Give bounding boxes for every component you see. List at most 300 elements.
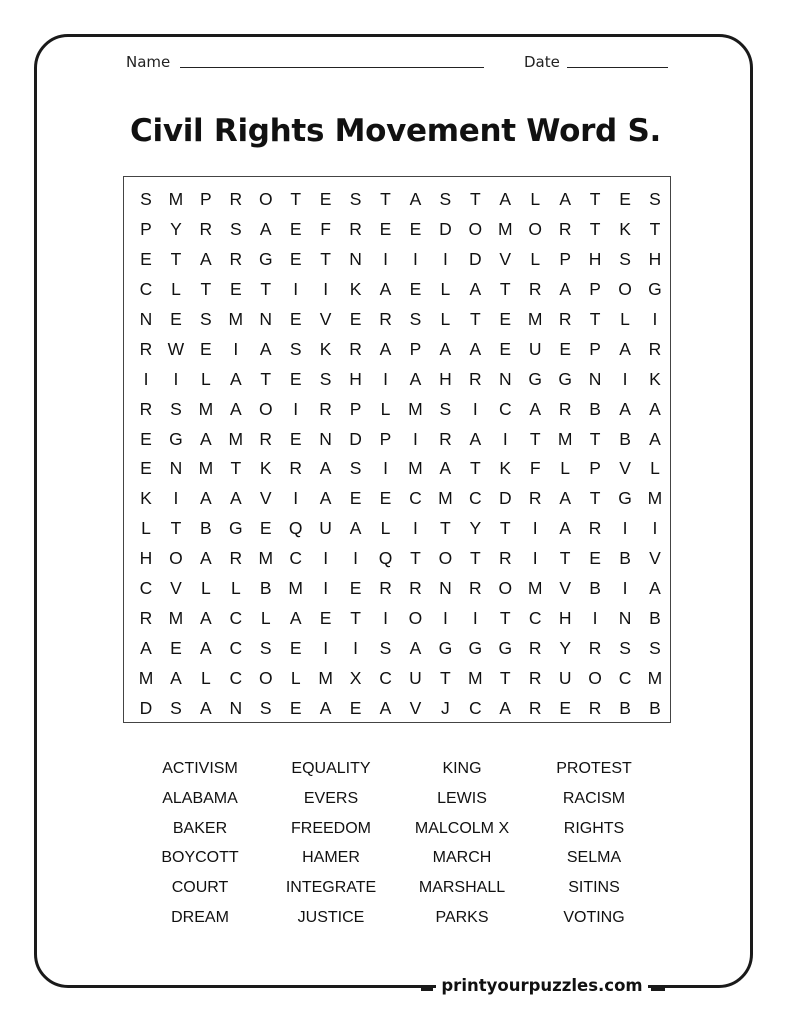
grid-letter[interactable]: P	[589, 278, 601, 299]
grid-letter[interactable]: I	[353, 548, 359, 569]
grid-letter[interactable]: L	[201, 668, 211, 689]
grid-letter[interactable]: R	[528, 488, 542, 509]
grid-letter[interactable]: O	[408, 608, 423, 629]
grid-letter[interactable]: E	[289, 308, 302, 329]
grid-letter[interactable]: I	[293, 488, 299, 509]
grid-letter[interactable]: E	[170, 638, 182, 659]
grid-letter[interactable]: E	[289, 638, 302, 659]
grid-letter[interactable]: I	[442, 608, 448, 629]
grid-letter[interactable]: B	[619, 428, 631, 449]
grid-letter[interactable]: T	[589, 308, 601, 329]
grid-letter[interactable]: I	[383, 608, 388, 629]
grid-letter[interactable]: E	[559, 338, 571, 359]
grid-letter[interactable]: L	[440, 308, 451, 329]
grid-letter[interactable]: L	[380, 518, 391, 539]
grid-letter[interactable]: T	[469, 458, 481, 479]
grid-letter[interactable]: M	[557, 428, 573, 449]
grid-letter[interactable]: I	[532, 548, 538, 569]
grid-letter[interactable]: A	[349, 518, 362, 539]
grid-letter[interactable]: E	[289, 697, 302, 718]
grid-letter[interactable]: N	[498, 368, 512, 389]
grid-letter[interactable]: T	[170, 518, 182, 539]
grid-letter[interactable]: P	[589, 338, 601, 359]
grid-letter[interactable]: A	[229, 488, 242, 509]
grid-letter[interactable]: M	[228, 428, 244, 449]
grid-letter[interactable]: F	[529, 458, 541, 479]
grid-letter[interactable]: E	[409, 218, 422, 239]
grid-letter[interactable]: I	[622, 578, 628, 599]
grid-letter[interactable]: C	[139, 278, 153, 299]
grid-letter[interactable]: R	[319, 398, 332, 419]
date-field-line[interactable]	[567, 67, 668, 68]
grid-letter[interactable]: T	[350, 608, 361, 629]
grid-letter[interactable]: A	[170, 668, 182, 689]
grid-letter[interactable]: T	[290, 189, 302, 209]
grid-letter[interactable]: D	[139, 697, 153, 718]
grid-letter[interactable]: L	[171, 278, 181, 299]
grid-letter[interactable]: P	[200, 189, 212, 209]
grid-letter[interactable]: G	[618, 488, 632, 509]
grid-letter[interactable]: A	[319, 458, 332, 479]
grid-letter[interactable]: I	[383, 368, 388, 389]
grid-letter[interactable]: P	[409, 338, 422, 359]
grid-letter[interactable]: R	[469, 578, 482, 599]
word-search-grid[interactable]	[123, 176, 671, 723]
grid-letter[interactable]: A	[259, 218, 272, 239]
grid-letter[interactable]: M	[198, 398, 214, 419]
grid-letter[interactable]: T	[499, 518, 511, 539]
grid-letter[interactable]: T	[589, 488, 601, 509]
grid-letter[interactable]: V	[170, 578, 182, 599]
grid-letter[interactable]: G	[229, 518, 243, 539]
grid-letter[interactable]: E	[289, 428, 302, 449]
grid-letter[interactable]: G	[258, 248, 273, 269]
grid-letter[interactable]: E	[259, 518, 272, 539]
grid-letter[interactable]: I	[323, 638, 329, 659]
grid-letter[interactable]: K	[319, 338, 332, 359]
grid-letter[interactable]: L	[650, 458, 660, 479]
grid-letter[interactable]: A	[469, 338, 482, 359]
grid-letter[interactable]: I	[173, 488, 179, 509]
grid-letter[interactable]: T	[440, 668, 451, 689]
grid-letter[interactable]: E	[319, 189, 332, 209]
grid-letter[interactable]: E	[140, 428, 152, 449]
grid-letter[interactable]: T	[469, 308, 481, 329]
grid-letter[interactable]: E	[200, 338, 212, 359]
grid-letter[interactable]: S	[289, 338, 302, 359]
grid-letter[interactable]: V	[559, 578, 571, 599]
grid-letter[interactable]: A	[559, 189, 571, 209]
grid-letter[interactable]: K	[349, 278, 362, 299]
grid-letter[interactable]: K	[140, 488, 152, 509]
grid-letter[interactable]: E	[349, 308, 362, 329]
grid-letter[interactable]: M	[527, 308, 543, 329]
grid-letter[interactable]: T	[559, 548, 571, 569]
grid-letter[interactable]: E	[289, 368, 302, 389]
grid-letter[interactable]: A	[379, 278, 392, 299]
grid-letter[interactable]: H	[558, 608, 572, 629]
grid-letter[interactable]: I	[413, 518, 418, 539]
grid-letter[interactable]: R	[349, 338, 362, 359]
grid-letter[interactable]: R	[528, 668, 542, 689]
grid-letter[interactable]: T	[170, 248, 182, 269]
grid-letter[interactable]: O	[258, 668, 273, 689]
grid-letter[interactable]: A	[559, 518, 571, 539]
grid-letter[interactable]: A	[200, 608, 212, 629]
grid-letter[interactable]: R	[558, 308, 572, 329]
grid-letter[interactable]: R	[498, 548, 512, 569]
grid-letter[interactable]: U	[558, 668, 572, 689]
grid-letter[interactable]: M	[138, 668, 154, 689]
grid-letter[interactable]: I	[173, 368, 179, 389]
grid-letter[interactable]: B	[649, 608, 661, 629]
grid-letter[interactable]: V	[619, 458, 631, 479]
grid-letter[interactable]: N	[588, 368, 602, 389]
grid-letter[interactable]: T	[320, 248, 331, 269]
grid-letter[interactable]: D	[349, 428, 362, 449]
grid-letter[interactable]: T	[649, 218, 661, 239]
grid-letter[interactable]: S	[439, 189, 452, 209]
grid-letter[interactable]: O	[169, 548, 183, 569]
grid-letter[interactable]: T	[200, 278, 212, 299]
grid-letter[interactable]: P	[589, 458, 601, 479]
grid-letter[interactable]: K	[259, 458, 272, 479]
grid-letter[interactable]: M	[468, 668, 483, 689]
grid-letter[interactable]: I	[293, 278, 299, 299]
grid-letter[interactable]: L	[380, 398, 391, 419]
grid-letter[interactable]: G	[438, 638, 453, 659]
grid-letter[interactable]: C	[469, 488, 482, 509]
grid-letter[interactable]: Y	[170, 218, 182, 239]
grid-letter[interactable]: T	[499, 608, 511, 629]
grid-letter[interactable]: A	[319, 488, 332, 509]
grid-letter[interactable]: M	[438, 488, 453, 509]
grid-letter[interactable]: F	[320, 218, 331, 239]
grid-letter[interactable]: M	[288, 578, 303, 599]
grid-letter[interactable]: C	[139, 578, 153, 599]
grid-letter[interactable]: M	[198, 458, 214, 479]
grid-letter[interactable]: O	[258, 189, 273, 209]
grid-letter[interactable]: O	[258, 398, 273, 419]
grid-letter[interactable]: P	[349, 398, 362, 419]
grid-letter[interactable]: I	[353, 638, 359, 659]
grid-letter[interactable]: R	[379, 308, 392, 329]
grid-letter[interactable]: G	[468, 638, 483, 659]
grid-letter[interactable]: D	[469, 248, 482, 269]
grid-letter[interactable]: E	[589, 548, 601, 569]
grid-letter[interactable]: P	[379, 428, 392, 449]
grid-letter[interactable]: N	[229, 697, 243, 718]
grid-letter[interactable]: Q	[378, 548, 393, 569]
grid-letter[interactable]: K	[499, 458, 512, 479]
grid-letter[interactable]: L	[530, 189, 541, 209]
grid-letter[interactable]: I	[293, 398, 299, 419]
grid-letter[interactable]: R	[439, 428, 452, 449]
grid-letter[interactable]: R	[379, 578, 392, 599]
grid-letter[interactable]: L	[530, 248, 541, 269]
grid-letter[interactable]: A	[229, 368, 242, 389]
grid-letter[interactable]: R	[528, 697, 542, 718]
grid-letter[interactable]: D	[498, 488, 512, 509]
grid-letter[interactable]: P	[140, 218, 152, 239]
grid-letter[interactable]: H	[648, 248, 662, 269]
grid-letter[interactable]: S	[409, 308, 422, 329]
grid-letter[interactable]: A	[409, 189, 422, 209]
grid-letter[interactable]: K	[619, 218, 631, 239]
grid-letter[interactable]: V	[319, 308, 332, 329]
grid-letter[interactable]: I	[472, 608, 478, 629]
grid-letter[interactable]: V	[649, 548, 661, 569]
grid-letter[interactable]: R	[229, 248, 243, 269]
grid-letter[interactable]: A	[559, 488, 571, 509]
grid-letter[interactable]: R	[139, 338, 153, 359]
grid-letter[interactable]: L	[440, 278, 451, 299]
grid-letter[interactable]: S	[619, 248, 631, 269]
grid-letter[interactable]: R	[558, 218, 572, 239]
grid-letter[interactable]: V	[499, 248, 512, 269]
grid-letter[interactable]: E	[379, 218, 392, 239]
grid-letter[interactable]: A	[200, 248, 212, 269]
grid-letter[interactable]: T	[529, 428, 541, 449]
grid-letter[interactable]: M	[168, 189, 184, 209]
grid-letter[interactable]: E	[349, 578, 362, 599]
grid-letter[interactable]: R	[558, 398, 572, 419]
grid-letter[interactable]: I	[413, 428, 418, 449]
grid-letter[interactable]: A	[439, 458, 452, 479]
grid-letter[interactable]: A	[619, 338, 631, 359]
grid-letter[interactable]: E	[379, 488, 392, 509]
grid-letter[interactable]: M	[527, 578, 543, 599]
grid-letter[interactable]: S	[259, 638, 272, 659]
grid-letter[interactable]: H	[349, 368, 362, 389]
grid-letter[interactable]: R	[259, 428, 273, 449]
grid-letter[interactable]: A	[200, 638, 212, 659]
grid-letter[interactable]: T	[260, 278, 272, 299]
grid-letter[interactable]: R	[469, 368, 482, 389]
grid-letter[interactable]: E	[499, 338, 512, 359]
grid-letter[interactable]: R	[289, 458, 302, 479]
grid-letter[interactable]: I	[143, 368, 149, 389]
grid-letter[interactable]: M	[318, 668, 333, 689]
grid-letter[interactable]: Y	[559, 638, 571, 659]
grid-letter[interactable]: B	[649, 697, 661, 718]
grid-letter[interactable]: I	[383, 458, 388, 479]
grid-letter[interactable]: O	[588, 668, 602, 689]
grid-letter[interactable]: T	[589, 189, 601, 209]
grid-letter[interactable]: R	[139, 608, 153, 629]
grid-letter[interactable]: S	[140, 189, 152, 209]
grid-letter[interactable]: N	[139, 308, 153, 329]
grid-letter[interactable]: C	[229, 668, 243, 689]
grid-letter[interactable]: L	[230, 578, 241, 599]
grid-letter[interactable]: G	[558, 368, 572, 389]
grid-letter[interactable]: B	[259, 578, 272, 599]
grid-letter[interactable]: X	[349, 668, 362, 689]
grid-letter[interactable]: I	[532, 518, 538, 539]
grid-letter[interactable]: M	[168, 608, 184, 629]
grid-letter[interactable]: H	[439, 368, 452, 389]
grid-letter[interactable]: O	[498, 578, 513, 599]
grid-letter[interactable]: I	[622, 368, 628, 389]
grid-letter[interactable]: R	[409, 578, 422, 599]
grid-letter[interactable]: A	[529, 398, 542, 419]
grid-letter[interactable]: O	[528, 218, 543, 239]
grid-letter[interactable]: B	[619, 697, 631, 718]
grid-letter[interactable]: A	[499, 189, 512, 209]
grid-letter[interactable]: L	[290, 668, 301, 689]
grid-letter[interactable]: I	[413, 248, 418, 269]
grid-letter[interactable]: M	[228, 308, 244, 329]
grid-letter[interactable]: A	[379, 338, 392, 359]
grid-letter[interactable]: C	[498, 398, 512, 419]
grid-letter[interactable]: N	[169, 458, 183, 479]
grid-letter[interactable]: U	[319, 518, 332, 539]
grid-letter[interactable]: A	[200, 428, 212, 449]
grid-letter[interactable]: C	[528, 608, 542, 629]
grid-letter[interactable]: C	[409, 488, 422, 509]
grid-letter[interactable]: D	[439, 218, 452, 239]
grid-letter[interactable]: I	[472, 398, 478, 419]
grid-letter[interactable]: R	[229, 189, 243, 209]
grid-letter[interactable]: M	[647, 488, 663, 509]
grid-letter[interactable]: G	[648, 278, 662, 299]
grid-letter[interactable]: T	[469, 548, 481, 569]
grid-letter[interactable]: S	[170, 697, 182, 718]
grid-letter[interactable]: R	[528, 638, 542, 659]
grid-letter[interactable]: N	[319, 428, 332, 449]
grid-letter[interactable]: A	[259, 338, 272, 359]
grid-letter[interactable]: B	[619, 548, 631, 569]
grid-letter[interactable]: A	[379, 697, 392, 718]
grid-letter[interactable]: A	[499, 697, 512, 718]
grid-letter[interactable]: C	[229, 608, 243, 629]
grid-letter[interactable]: R	[139, 398, 153, 419]
grid-letter[interactable]: A	[409, 638, 422, 659]
grid-letter[interactable]: C	[379, 668, 392, 689]
grid-letter[interactable]: B	[589, 398, 601, 419]
grid-letter[interactable]: R	[588, 697, 602, 718]
grid-letter[interactable]: C	[618, 668, 632, 689]
grid-letter[interactable]: B	[200, 518, 212, 539]
grid-letter[interactable]: G	[169, 428, 183, 449]
grid-letter[interactable]: Y	[469, 518, 482, 539]
grid-letter[interactable]: C	[289, 548, 302, 569]
grid-letter[interactable]: A	[409, 368, 422, 389]
grid-letter[interactable]: I	[502, 428, 508, 449]
grid-letter[interactable]: N	[618, 608, 632, 629]
grid-letter[interactable]: S	[259, 697, 272, 718]
grid-letter[interactable]: A	[200, 697, 212, 718]
grid-letter[interactable]: L	[201, 578, 211, 599]
grid-letter[interactable]: E	[289, 218, 302, 239]
grid-letter[interactable]: C	[229, 638, 243, 659]
grid-letter[interactable]: E	[140, 248, 152, 269]
grid-letter[interactable]: A	[469, 428, 482, 449]
grid-letter[interactable]: S	[619, 638, 631, 659]
grid-letter[interactable]: N	[439, 578, 452, 599]
grid-letter[interactable]: E	[319, 608, 332, 629]
grid-letter[interactable]: M	[647, 668, 663, 689]
grid-letter[interactable]: G	[528, 368, 543, 389]
grid-letter[interactable]: R	[199, 218, 213, 239]
grid-letter[interactable]: N	[349, 248, 362, 269]
grid-letter[interactable]: E	[170, 308, 182, 329]
grid-letter[interactable]: S	[170, 398, 182, 419]
grid-letter[interactable]: N	[259, 308, 273, 329]
grid-letter[interactable]: M	[258, 548, 274, 569]
grid-letter[interactable]: A	[319, 697, 332, 718]
grid-letter[interactable]: I	[652, 308, 658, 329]
grid-letter[interactable]: A	[619, 398, 631, 419]
grid-letter[interactable]: L	[201, 368, 211, 389]
grid-letter[interactable]: J	[441, 697, 450, 718]
grid-letter[interactable]: R	[229, 548, 243, 569]
grid-letter[interactable]: I	[622, 518, 628, 539]
grid-letter[interactable]: E	[559, 697, 571, 718]
grid-letter[interactable]: L	[141, 518, 151, 539]
grid-letter[interactable]: T	[589, 428, 601, 449]
grid-letter[interactable]: I	[652, 518, 658, 539]
grid-letter[interactable]: E	[140, 458, 152, 479]
grid-letter[interactable]: R	[349, 218, 362, 239]
grid-letter[interactable]: E	[349, 697, 362, 718]
grid-letter[interactable]: W	[167, 338, 185, 359]
grid-letter[interactable]: O	[618, 278, 632, 299]
grid-letter[interactable]: T	[440, 518, 451, 539]
grid-letter[interactable]: E	[289, 248, 302, 269]
grid-letter[interactable]: M	[408, 398, 423, 419]
grid-letter[interactable]: L	[560, 458, 571, 479]
grid-letter[interactable]: R	[528, 278, 542, 299]
grid-letter[interactable]: S	[439, 398, 452, 419]
grid-letter[interactable]: E	[409, 278, 422, 299]
grid-letter[interactable]: L	[620, 308, 630, 329]
grid-letter[interactable]: G	[498, 638, 513, 659]
grid-letter[interactable]: T	[589, 218, 601, 239]
grid-letter[interactable]: U	[528, 338, 542, 359]
grid-letter[interactable]: V	[409, 697, 422, 718]
grid-letter[interactable]: A	[140, 638, 152, 659]
grid-letter[interactable]: H	[139, 548, 153, 569]
grid-letter[interactable]: E	[349, 488, 362, 509]
grid-letter[interactable]: T	[410, 548, 421, 569]
grid-letter[interactable]: I	[592, 608, 598, 629]
grid-letter[interactable]: T	[469, 189, 481, 209]
grid-letter[interactable]: I	[442, 248, 448, 269]
grid-letter[interactable]: E	[619, 189, 631, 209]
grid-letter[interactable]: I	[383, 248, 388, 269]
grid-letter[interactable]: A	[559, 278, 571, 299]
grid-letter[interactable]: A	[200, 548, 212, 569]
grid-letter[interactable]: A	[289, 608, 302, 629]
grid-letter[interactable]: R	[588, 518, 602, 539]
grid-letter[interactable]: R	[588, 638, 602, 659]
grid-letter[interactable]: Q	[288, 518, 303, 539]
grid-letter[interactable]: S	[349, 189, 362, 209]
grid-letter[interactable]: S	[200, 308, 212, 329]
grid-letter[interactable]: I	[233, 338, 239, 359]
grid-letter[interactable]: K	[649, 368, 661, 389]
grid-letter[interactable]: P	[559, 248, 571, 269]
grid-letter[interactable]: I	[323, 548, 329, 569]
grid-letter[interactable]: S	[649, 638, 661, 659]
grid-letter[interactable]: R	[648, 338, 662, 359]
grid-letter[interactable]: T	[499, 278, 511, 299]
grid-letter[interactable]: H	[588, 248, 602, 269]
grid-letter[interactable]: A	[649, 398, 661, 419]
grid-letter[interactable]: A	[469, 278, 482, 299]
grid-letter[interactable]: A	[229, 398, 242, 419]
